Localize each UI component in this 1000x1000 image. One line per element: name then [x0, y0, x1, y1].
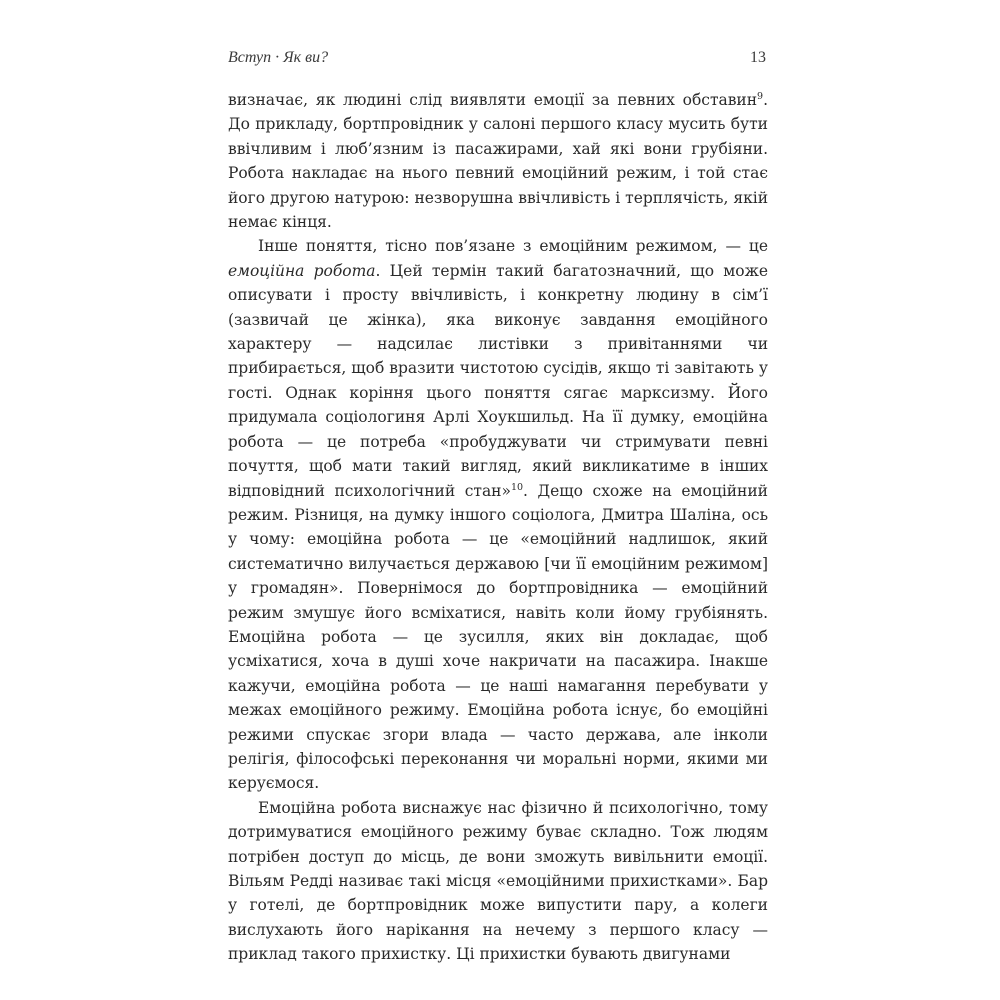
page-number: 13: [750, 49, 766, 66]
text-segment: . Дещо схоже на емоційний режим. Різниця, на думку іншого соціолога, Дмитра Шаліна, ось у чому: емоційна робота — це «емоційний надлишок, який систематично вилучається державою [чи її емоційним режимом] у громадян». Повернімося до бортпровідника — емоційний режим змушує його всміхатися, навіть коли йому грубіянять. Емоційна робота — це зусилля, яких він докладає, щоб усміхатися, хоча в душі хоче накричати на пасажира. Інакше кажучи, емоційна робота — це наші намагання перебувати у межах емоційного режиму. Емоційна робота існує, бо емоційні режими спускає згори влада — часто держава, але інколи релігія, філософські переконання чи моральні норми, якими ми керуємося.: [228, 481, 768, 793]
paragraph-2: [228, 234, 768, 795]
running-head: [228, 46, 768, 70]
paragraph-1: [228, 88, 768, 234]
text-segment: . Цей термін такий багатозначний, що може описувати і просту ввічливість, і конкретну людину в сім’ї (зазвичай це жінка), яка виконує завдання емоційного характеру — надсилає листівки з привітаннями чи прибирається, щоб вразити чистотою сусідів, якщо ті завітають у гості. Однак коріння цього поняття сягає марксизму. Його придумала соціологиня Арлі Хоукшильд. На її думку, емоційна робота — це потреба «пробуджувати чи стримувати певні почуття, щоб мати такий вигляд, який викликатиме в інших відповідний психологічний стан»: [228, 261, 768, 500]
text-segment: Інше поняття, тісно пов’язане з емоційним режимом, — це: [258, 237, 768, 256]
running-title: Вступ · Як ви?: [228, 49, 329, 66]
text-segment: Емоційна робота виснажує нас фізично й психологічно, тому дотримуватися емоційного режиму буває складно. Тож людям потрібен доступ до місць, де вони зможуть вивільнити емоції. Вільям Редді називає такі місця «емоційними прихистками». Бар у готелі, де бортпровідник може випустити пару, а колеги вислухають його нарікання на нечему з першого класу — приклад такого прихистку. Ці прихистки бувають двигунами: [228, 798, 768, 964]
footnote-marker: 10: [510, 481, 524, 493]
footnote-marker: 9: [757, 90, 764, 102]
body-text: [228, 88, 768, 967]
paragraph-3: [228, 796, 768, 967]
text-segment: . До прикладу, бортпровідник у салоні першого класу мусить бути ввічливим і люб’язним із пасажирами, хай які вони грубіяни. Робота накладає на нього певний емоційний режим, і той стає його другою натурою: незворушна ввічливість і терплячість, якій немає кінця.: [228, 91, 768, 232]
text-segment: визначає, як людині слід виявляти емоції за певних обставин: [228, 91, 758, 109]
italic-term: емоційна робота: [228, 261, 376, 280]
